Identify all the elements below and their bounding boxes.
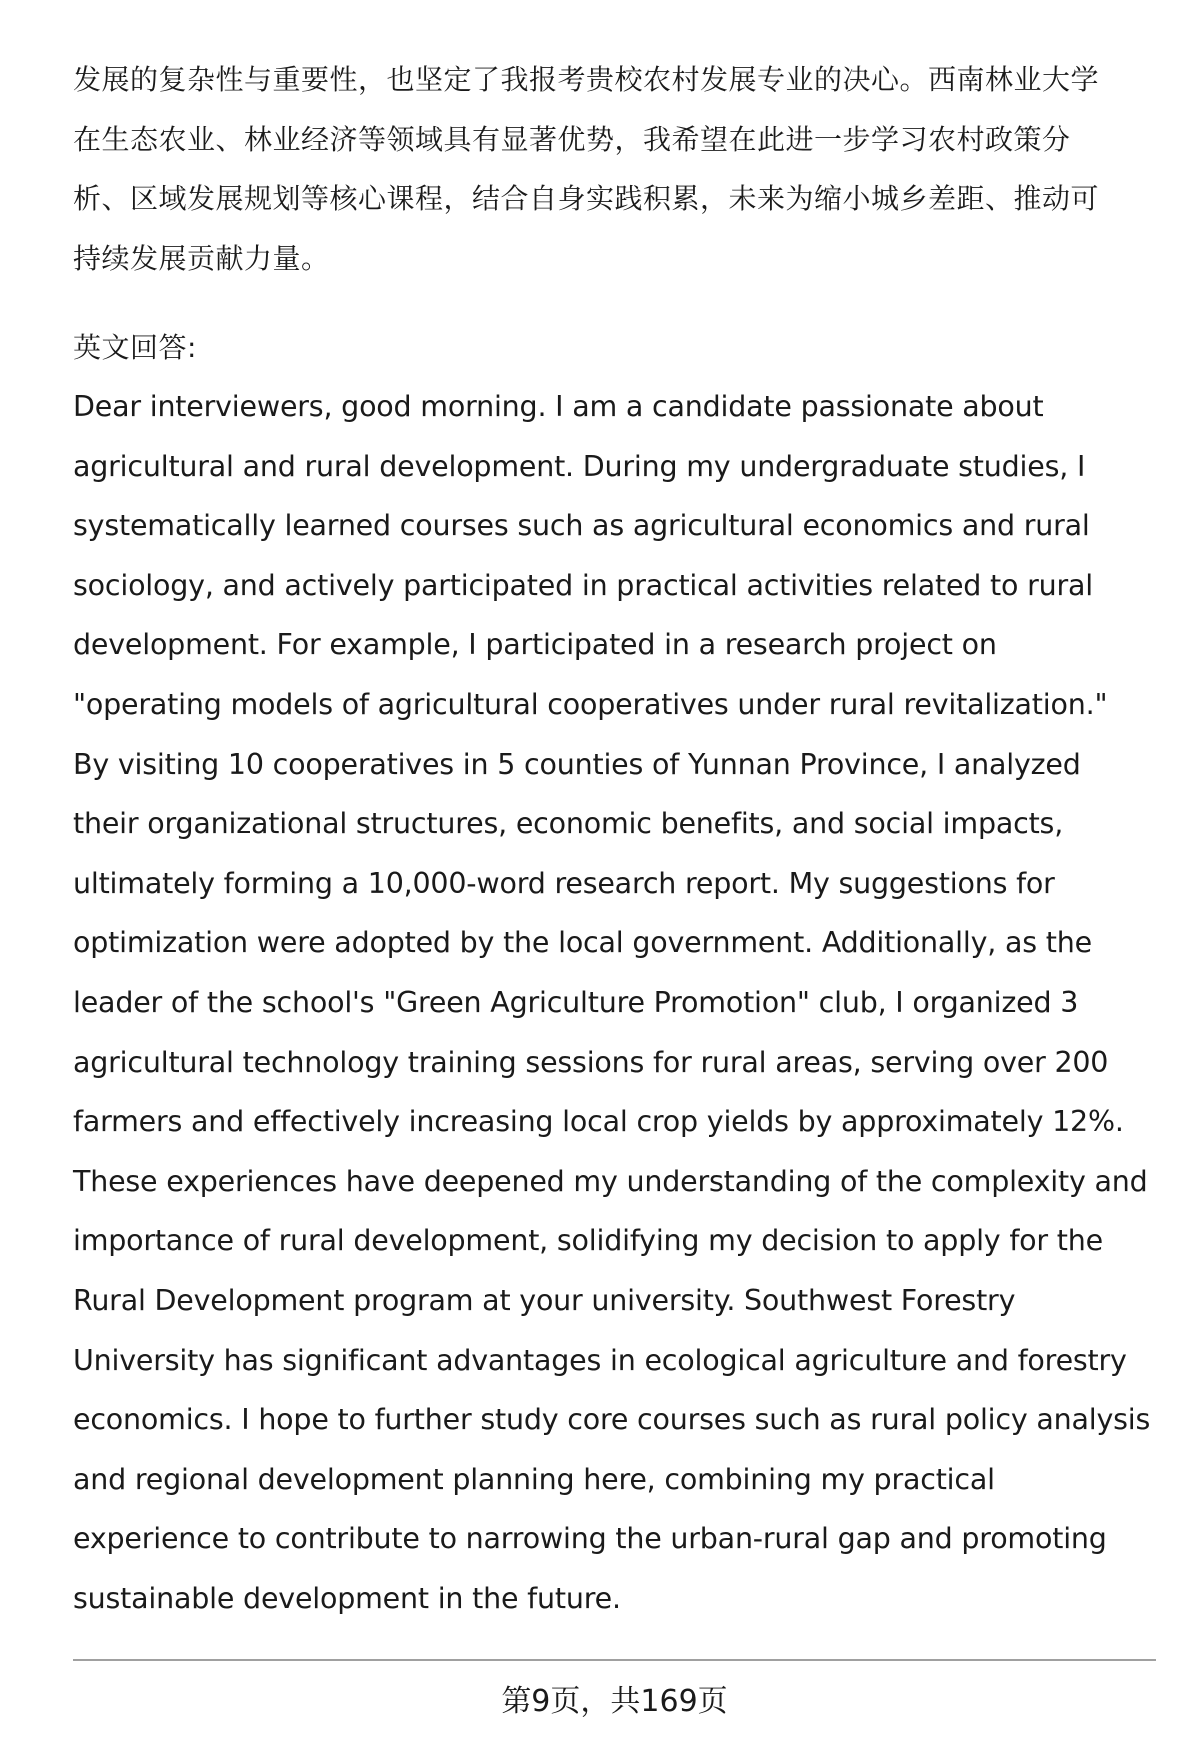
english-text-line: development. For example, I participated in a research project on [73, 628, 997, 662]
english-text-line: optimization were adopted by the local government. Additionally, as the [73, 926, 1092, 960]
english-text-line: importance of rural development, solidifying my decision to apply for the [73, 1224, 1103, 1258]
english-text-line: University has significant advantages in ecological agriculture and forestry [73, 1343, 1127, 1377]
english-text-line: agricultural technology training sessions for rural areas, serving over 200 [73, 1045, 1109, 1079]
english-text-line: experience to contribute to narrowing the urban-rural gap and promoting [73, 1522, 1107, 1556]
english-text-line: farmers and effectively increasing local crop yields by approximately 12%. [73, 1105, 1124, 1139]
chinese-text-line: 发展的复杂性与重要性，也坚定了我报考贵校农村发展专业的决心。西南林业大学 [73, 63, 1100, 96]
english-text-line: and regional development planning here, combining my practical [73, 1462, 995, 1496]
english-text-line: "operating models of agricultural cooperatives under rural revitalization." [73, 688, 1108, 721]
english-answer-heading: 英文回答: [73, 331, 197, 364]
english-text-line: systematically learned courses such as agricultural economics and rural [73, 509, 1090, 543]
english-text-line: sustainable development in the future. [73, 1582, 621, 1615]
english-text-line: sociology, and actively participated in practical activities related to rural [73, 568, 1094, 602]
english-text-line: ultimately forming a 10,000-word research report. My suggestions for [73, 866, 1055, 900]
english-text-line: These experiences have deepened my understanding of the complexity and [73, 1164, 1148, 1198]
english-text-line: leader of the school's "Green Agriculture Promotion" club, I organized 3 [73, 986, 1079, 1019]
english-text-line: agricultural and rural development. During my undergraduate studies, I [73, 449, 1086, 483]
english-text-line: economics. I hope to further study core courses such as rural policy analysis [73, 1403, 1151, 1437]
chinese-text-line: 析、区域发展规划等核心课程，结合自身实践积累，未来为缩小城乡差距、推动可 [73, 182, 1100, 216]
english-text-line: By visiting 10 cooperatives in 5 counties of Yunnan Province, I analyzed [73, 747, 1081, 781]
footer-divider [73, 1659, 1156, 1661]
english-text-line: their organizational structures, economic benefits, and social impacts, [73, 807, 1064, 841]
chinese-text-line: 持续发展贡献力量。 [73, 241, 330, 275]
chinese-text-line: 在生态农业、林业经济等领域具有显著优势，我希望在此进一步学习农村政策分 [73, 122, 1071, 156]
page-number: 第9页，共169页 [501, 1684, 728, 1719]
english-text-line: Rural Development program at your university. Southwest Forestry [73, 1284, 1016, 1317]
english-text-line: Dear interviewers, good morning. I am a candidate passionate about [73, 390, 1044, 423]
